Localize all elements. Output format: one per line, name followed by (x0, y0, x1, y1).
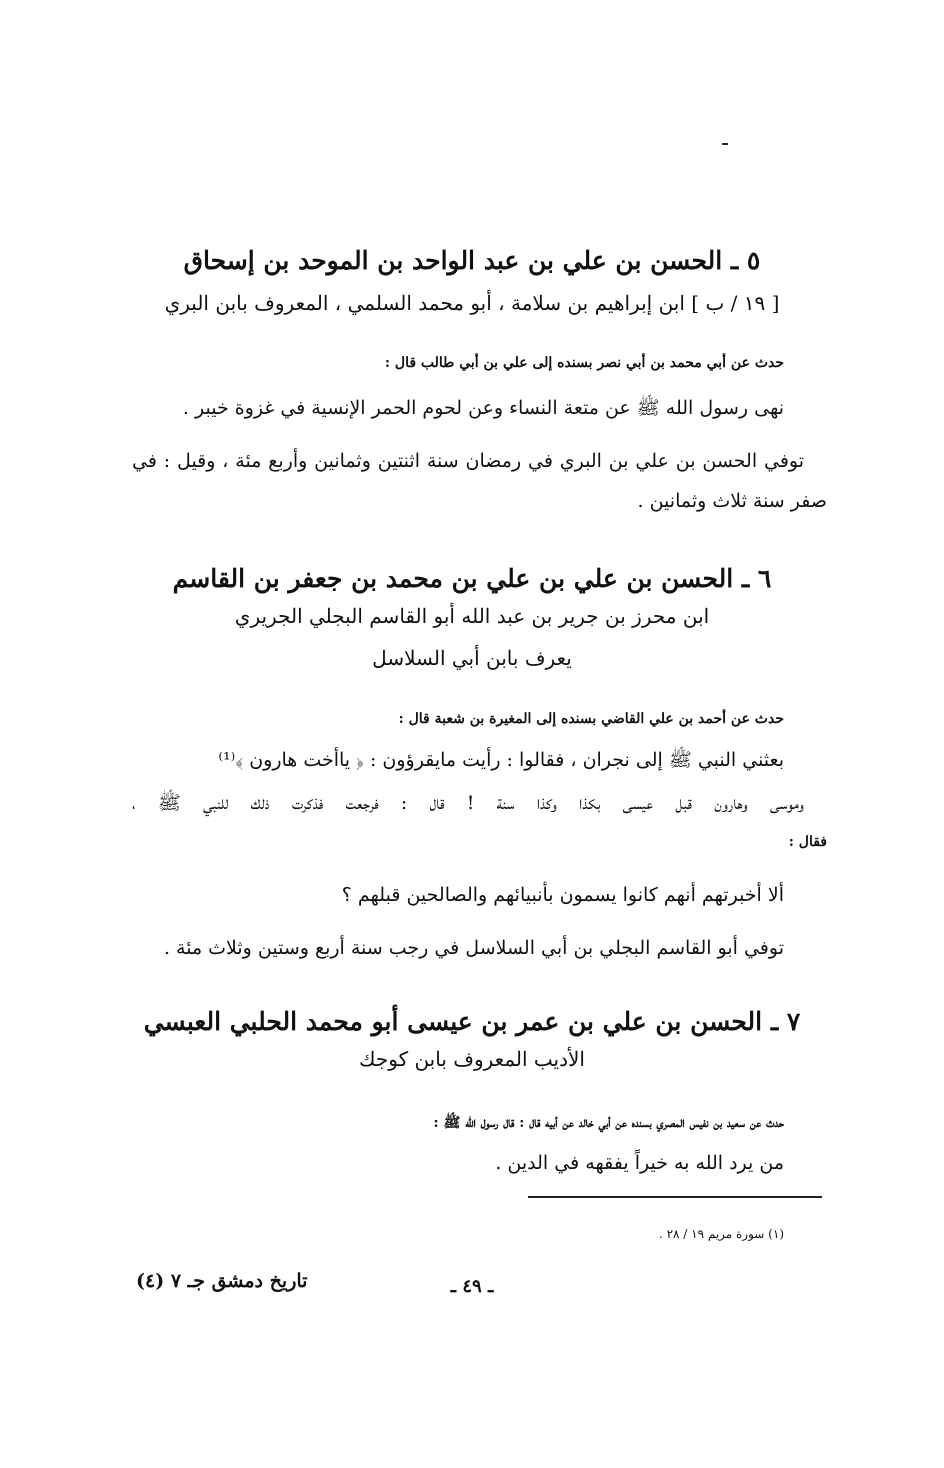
entry-6-hadith-line-3: فقال : (788, 834, 827, 850)
entry-7-title: ٧ ـ الحسن بن علي بن عمر بن عيسى أبو محمد الحلبي العبسي (143, 1007, 801, 1036)
page-mark (722, 143, 728, 145)
entry-5-subtitle: [ ١٩ / ب ] ابن إبراهيم بن سلامة ، أبو محمد السلمي ، المعروف بابن البري (164, 291, 780, 315)
entry-7-hadith: من يرد الله به خيراً يفقهه في الدين . (495, 1152, 784, 1174)
entry-6-title: ٦ ـ الحسن بن علي بن علي بن محمد بن جعفر بن القاسم (172, 564, 772, 593)
entry-7-isnad: حدث عن سعيد بن نفيس المصري بسنده عن أبي خالد عن أبيه قال : قال رسول الله ﷺ : (433, 1115, 784, 1131)
entry-7-subtitle: الأديب المعروف بابن كوجك (359, 1047, 585, 1071)
entry-5-death-line-2: صفر سنة ثلاث وثمانين . (637, 490, 827, 512)
entry-6-subtitle-1: ابن محرز بن جرير بن عبد الله أبو القاسم البجلي الجريري (234, 604, 710, 628)
entry-6-subtitle-2: يعرف بابن أبي السلاسل (372, 646, 572, 670)
book-title: تاريخ دمشق جـ ٧ (٤) (136, 1270, 308, 1292)
entry-6-prophet-reply: ألا أخبرتهم أنهم كانوا يسمون بأنبيائهم والصالحين قبلهم ؟ (341, 884, 784, 906)
entry-6-hadith-line-2: وموسى وهارون قبل عيسى بكذا وكذا سنة ! قال : فرجعت فذكرت ذلك للنبي ﷺ ، (132, 792, 804, 814)
entry-6-hadith-line-1: بعثني النبي ﷺ إلى نجران ، فقالوا : رأيت مايقرؤون : ﴿ ياأخت هارون ﴾⁽¹⁾ (218, 749, 784, 771)
entry-5-title: ٥ ـ الحسن بن علي بن عبد الواحد بن الموحد بن إسحاق (183, 246, 761, 275)
footnote: (١) سورة مريم ١٩ / ٢٨ . (658, 1227, 784, 1241)
entry-6-death: توفي أبو القاسم البجلي بن أبي السلاسل في رجب سنة أربع وستين وثلاث مئة . (163, 937, 784, 959)
page-number: ـ ٤٩ ـ (450, 1276, 494, 1297)
entry-5-isnad: حدث عن أبي محمد بن أبي نصر بسنده إلى علي بن أبي طالب قال : (384, 355, 784, 371)
entry-5-hadith: نهى رسول الله ﷺ عن متعة النساء وعن لحوم الحمر الإنسية في غزوة خيبر . (182, 397, 784, 419)
entry-5-death-line-1: توفي الحسن بن علي بن البري في رمضان سنة اثنتين وثمانين وأربع مئة ، وقيل : في (132, 450, 804, 472)
entry-6-isnad: حدث عن أحمد بن علي القاضي بسنده إلى المغيرة بن شعبة قال : (398, 711, 784, 727)
footnote-rule (528, 1196, 822, 1198)
